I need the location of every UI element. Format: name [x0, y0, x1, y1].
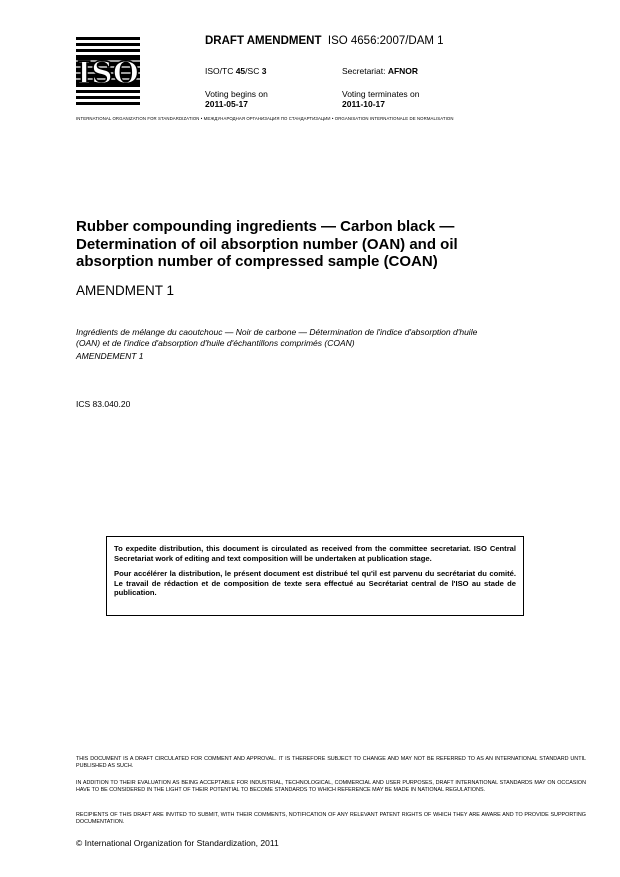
voting-terminates-label: Voting terminates on [342, 89, 420, 99]
iso-logo [76, 37, 140, 105]
title-line: Rubber compounding ingredients — Carbon black — [76, 218, 455, 235]
doc-header-title [205, 35, 444, 47]
committee-sc: 3 [261, 66, 267, 76]
title-line: Determination of oil absorption number (OAN) and oil [76, 235, 458, 253]
ics-code: ICS 83.040.20 [76, 399, 131, 409]
organization-line: INTERNATIONAL ORGANIZATION FOR STANDARDIZATION • МЕЖДУНАРОДНАЯ ОРГАНИЗАЦИЯ ПО СТАНДАРТИЗАЦИИ • ORGANISATION INTERNATIONALE DE NORMALISATION [76, 116, 454, 121]
voting-terminates [342, 89, 420, 109]
french-title: Ingrédients de mélange du caoutchouc — Noir de carbone — Détermination de l'indice d'absorption d'huile (OAN) et de l'indice d'absorption d'huile d'échantillons comprimés (COAN) [76, 327, 478, 348]
title-line: absorption number of compressed sample (COAN) [76, 253, 438, 270]
footer-paragraph: RECIPIENTS OF THIS DRAFT ARE INVITED TO SUBMIT, WITH THEIR COMMENTS, NOTIFICATION OF ANY RELEVANT PATENT RIGHTS OF WHICH THEY ARE AWARE AND TO PROVIDE SUPPORTING DOCUMENTATION. [76, 812, 586, 826]
copyright: © International Organization for Standardization, 2011 [76, 838, 279, 848]
notice-english: To expedite distribution, this document is circulated as received from the committee secretariat. ISO Central Secretariat work of editing and text composition will be undertaken at publication stage. [114, 544, 516, 563]
voting-begins-date: 2011-05-17 [205, 99, 249, 109]
doc-type: DRAFT AMENDMENT [205, 35, 322, 47]
committee: ISO/TC 45/SC 3 [205, 66, 267, 76]
footer-paragraph: IN ADDITION TO THEIR EVALUATION AS BEING ACCEPTABLE FOR INDUSTRIAL, TECHNOLOGICAL, COMMERCIAL AND USER PURPOSES, DRAFT INTERNATIONAL STANDARDS MAY ON OCCASION HAVE TO BE CONSIDERED IN THE LIGHT OF THEIR POTENTIAL TO BECOME STANDARDS TO WHICH REFERENCE MAY BE MADE IN NATIONAL REGULATIONS. [76, 780, 586, 794]
french-amendment-label: AMENDEMENT 1 [76, 351, 144, 361]
document-title [76, 218, 546, 271]
voting-begins-label: Voting begins on [205, 89, 268, 99]
footer-paragraph: THIS DOCUMENT IS A DRAFT CIRCULATED FOR COMMENT AND APPROVAL. IT IS THEREFORE SUBJECT TO CHANGE AND MAY NOT BE REFERRED TO AS AN INTERNATIONAL STANDARD UNTIL PUBLISHED AS SUCH. [76, 756, 586, 770]
committee-tc: 45 [235, 66, 246, 76]
secretariat: Secretariat: AFNOR [342, 66, 419, 76]
voting-begins [205, 89, 268, 109]
amendment-label: AMENDMENT 1 [76, 283, 175, 298]
distribution-notice [106, 536, 524, 616]
voting-terminates-date: 2011-10-17 [342, 99, 386, 109]
secretariat-value: AFNOR [387, 66, 419, 76]
logo-text: ISO [77, 56, 139, 91]
doc-number: ISO 4656:2007/DAM 1 [327, 35, 444, 47]
notice-french: Pour accélérer la distribution, le présent document est distribué tel qu'il est parvenu du secrétariat du comité. Le travail de rédaction et de composition de texte sera effectué au Secrétariat central de l'ISO au stade de publication. [114, 569, 516, 598]
